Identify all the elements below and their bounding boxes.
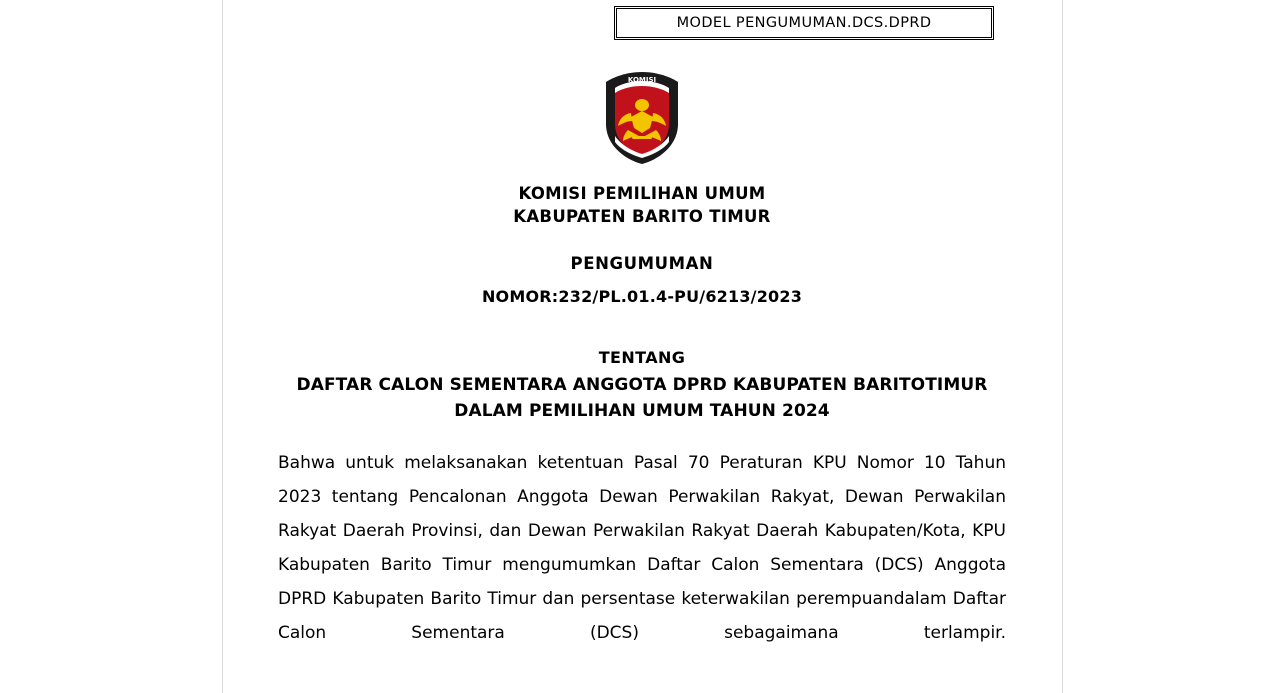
model-code-box <box>614 6 994 40</box>
body-paragraph: Bahwa untuk melaksanakan ketentuan Pasal 70 Peraturan KPU Nomor 10 Tahun 2023 tentang Pencalonan Anggota Dewan Perwakilan Rakyat, Dewan Perwakilan Rakyat Daerah Provinsi, dan Dewan Perwakilan Rakyat Daerah Kabupaten/Kota, KPU Kabupaten Barito Timur mengumumkan Daftar Calon Sementara (DCS) Anggota DPRD Kabupaten Barito Timur dan persentase keterwakilan perempuandalam Daftar Calon Sementara (DCS) sebagaimana terlampir. <box>278 453 1006 643</box>
organization-line-1: KOMISI PEMILIHAN UMUM <box>518 184 766 203</box>
right-margin-rule <box>1062 0 1063 693</box>
kpu-logo-icon <box>598 70 686 166</box>
about-label: TENTANG <box>598 348 686 367</box>
document-content <box>222 0 1062 693</box>
logo-container <box>222 70 1062 166</box>
model-code-label: MODEL PENGUMUMAN.DCS.DPRD <box>616 8 992 38</box>
document-title-line-2: DALAM PEMILIHAN UMUM TAHUN 2024 <box>454 401 830 421</box>
announcement-heading: PENGUMUMAN <box>570 254 714 273</box>
organization-name <box>222 182 1062 228</box>
document-title-line-1: DAFTAR CALON SEMENTARA ANGGOTA DPRD KABUPATEN BARITOTIMUR <box>296 375 988 395</box>
logo-top-text: KOMISI <box>627 76 657 84</box>
announcement-number: NOMOR:232/PL.01.4-PU/6213/2023 <box>481 287 803 306</box>
document-title <box>222 372 1062 424</box>
organization-line-2: KABUPATEN BARITO TIMUR <box>513 207 771 226</box>
